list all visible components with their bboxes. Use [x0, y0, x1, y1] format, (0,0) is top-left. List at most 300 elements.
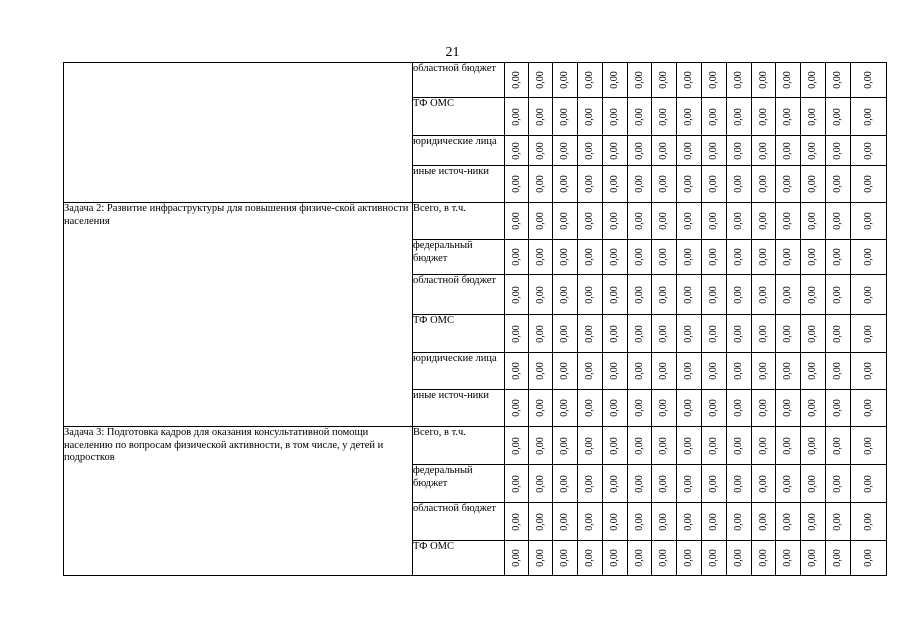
- value-text: 0,00: [782, 285, 793, 304]
- value-cell: [553, 541, 578, 576]
- value-text: 0,00: [832, 362, 843, 380]
- value-cell: [529, 465, 553, 503]
- value-text: 0,00: [757, 549, 769, 567]
- value-text: 0,00: [534, 71, 546, 89]
- value-text: 0,00: [832, 285, 843, 304]
- value-text: 0,00: [633, 362, 645, 380]
- value-cell: [652, 203, 677, 240]
- value-cell: [801, 136, 826, 166]
- value-cell: [677, 136, 702, 166]
- value-text: 0,00: [683, 107, 694, 126]
- value-text: 0,00: [782, 141, 793, 160]
- value-text: 0,00: [658, 141, 669, 160]
- value-text: 0,00: [683, 324, 694, 343]
- value-text: 0,00: [757, 512, 769, 531]
- value-text: 0,00: [658, 474, 669, 493]
- value-text: 0,00: [807, 141, 818, 160]
- value-cell: [752, 166, 776, 203]
- value-cell: [652, 353, 677, 390]
- value-cell: [603, 353, 628, 390]
- value-text: 0,00: [782, 212, 793, 230]
- value-cell: [652, 315, 677, 353]
- value-text: 0,00: [609, 549, 620, 567]
- value-text: 0,00: [782, 474, 793, 493]
- value-cell: [702, 390, 727, 427]
- value-cell: [826, 390, 851, 427]
- value-cell: [529, 240, 553, 275]
- value-cell: [505, 63, 529, 98]
- value-text: 0,00: [609, 512, 620, 531]
- value-text: 0,00: [733, 71, 744, 89]
- value-cell: [727, 203, 752, 240]
- value-cell: [529, 427, 553, 465]
- value-cell: [851, 203, 887, 240]
- value-cell: [826, 427, 851, 465]
- value-cell: [776, 503, 801, 541]
- value-cell: [603, 315, 628, 353]
- value-cell: [628, 136, 652, 166]
- value-text: 0,00: [782, 107, 793, 126]
- value-text: 0,00: [584, 248, 595, 266]
- value-cell: [553, 390, 578, 427]
- funding-source-cell: Всего, в т.ч.: [413, 203, 505, 240]
- value-cell: [801, 63, 826, 98]
- value-cell: [776, 63, 801, 98]
- value-text: 0,00: [683, 512, 694, 531]
- value-text: 0,00: [832, 549, 843, 567]
- task-cell: [64, 63, 413, 203]
- value-text: 0,00: [708, 175, 719, 193]
- value-text: 0,00: [862, 71, 874, 89]
- value-text: 0,00: [733, 362, 744, 380]
- value-cell: [801, 390, 826, 427]
- value-text: 0,00: [708, 107, 719, 126]
- value-cell: [801, 240, 826, 275]
- value-cell: [826, 503, 851, 541]
- value-text: 0,00: [658, 175, 669, 193]
- value-cell: [702, 240, 727, 275]
- value-text: 0,00: [559, 107, 570, 126]
- value-text: 0,00: [658, 399, 669, 417]
- value-text: 0,00: [534, 324, 546, 343]
- page-number: 21: [445, 45, 460, 60]
- value-cell: [727, 275, 752, 315]
- value-cell: [652, 427, 677, 465]
- value-cell: [752, 541, 776, 576]
- value-cell: [702, 541, 727, 576]
- value-cell: [851, 503, 887, 541]
- value-cell: [727, 541, 752, 576]
- value-cell: [603, 427, 628, 465]
- value-cell: [702, 503, 727, 541]
- value-text: 0,00: [733, 212, 744, 230]
- value-cell: [553, 503, 578, 541]
- value-cell: [752, 427, 776, 465]
- value-text: 0,00: [757, 107, 769, 126]
- value-text: 0,00: [633, 399, 645, 417]
- funding-source-cell: иные источ-ники: [413, 390, 505, 427]
- value-text: 0,00: [862, 399, 874, 417]
- value-text: 0,00: [807, 175, 818, 193]
- value-cell: [578, 166, 603, 203]
- value-text: 0,00: [733, 512, 744, 531]
- value-cell: [652, 63, 677, 98]
- value-text: 0,00: [832, 248, 843, 266]
- value-text: 0,00: [683, 474, 694, 493]
- value-text: 0,00: [510, 512, 522, 531]
- value-cell: [702, 275, 727, 315]
- value-cell: [702, 427, 727, 465]
- value-text: 0,00: [658, 324, 669, 343]
- value-cell: [578, 63, 603, 98]
- value-cell: [652, 465, 677, 503]
- value-cell: [677, 427, 702, 465]
- value-text: 0,00: [510, 399, 522, 417]
- value-cell: [702, 353, 727, 390]
- value-cell: [578, 136, 603, 166]
- value-text: 0,00: [733, 285, 744, 304]
- value-text: 0,00: [807, 71, 818, 89]
- value-cell: [603, 390, 628, 427]
- value-text: 0,00: [559, 175, 570, 193]
- value-text: 0,00: [534, 175, 546, 193]
- value-cell: [505, 203, 529, 240]
- value-text: 0,00: [584, 324, 595, 343]
- value-text: 0,00: [733, 141, 744, 160]
- value-text: 0,00: [559, 362, 570, 380]
- value-text: 0,00: [807, 285, 818, 304]
- value-cell: [826, 465, 851, 503]
- value-cell: [603, 136, 628, 166]
- value-text: 0,00: [658, 71, 669, 89]
- value-cell: [702, 203, 727, 240]
- value-text: 0,00: [683, 248, 694, 266]
- value-text: 0,00: [510, 285, 522, 304]
- value-text: 0,00: [708, 324, 719, 343]
- task-cell: Задача 2: Развитие инфраструктуры для повышения физиче-ской активности населения: [64, 203, 413, 427]
- value-text: 0,00: [658, 248, 669, 266]
- value-text: 0,00: [782, 362, 793, 380]
- table-row: [64, 203, 887, 240]
- value-text: 0,00: [757, 324, 769, 343]
- value-text: 0,00: [534, 107, 546, 126]
- value-cell: [776, 390, 801, 427]
- value-cell: [801, 166, 826, 203]
- value-cell: [727, 353, 752, 390]
- value-text: 0,00: [510, 362, 522, 380]
- value-text: 0,00: [658, 512, 669, 531]
- value-cell: [652, 98, 677, 136]
- value-cell: [801, 203, 826, 240]
- value-cell: [628, 541, 652, 576]
- value-cell: [652, 166, 677, 203]
- value-text: 0,00: [862, 474, 874, 493]
- value-text: 0,00: [757, 175, 769, 193]
- value-text: 0,00: [862, 512, 874, 531]
- value-text: 0,00: [658, 107, 669, 126]
- value-text: 0,00: [633, 71, 645, 89]
- value-text: 0,00: [862, 141, 874, 160]
- value-cell: [677, 98, 702, 136]
- value-cell: [776, 240, 801, 275]
- value-cell: [826, 98, 851, 136]
- value-cell: [529, 315, 553, 353]
- value-cell: [752, 240, 776, 275]
- value-text: 0,00: [584, 474, 595, 493]
- value-cell: [826, 63, 851, 98]
- value-text: 0,00: [510, 248, 522, 266]
- value-cell: [628, 63, 652, 98]
- value-text: 0,00: [584, 436, 595, 455]
- value-cell: [578, 541, 603, 576]
- value-cell: [628, 240, 652, 275]
- value-text: 0,00: [807, 512, 818, 531]
- value-cell: [727, 98, 752, 136]
- value-text: 0,00: [658, 212, 669, 230]
- value-cell: [752, 353, 776, 390]
- value-text: 0,00: [862, 175, 874, 193]
- value-cell: [727, 503, 752, 541]
- value-cell: [578, 465, 603, 503]
- value-text: 0,00: [733, 175, 744, 193]
- funding-source-cell: федеральный бюджет: [413, 240, 505, 275]
- funding-source-cell: Всего, в т.ч.: [413, 427, 505, 465]
- value-text: 0,00: [534, 362, 546, 380]
- value-cell: [628, 465, 652, 503]
- value-cell: [578, 315, 603, 353]
- value-text: 0,00: [683, 436, 694, 455]
- value-cell: [776, 427, 801, 465]
- value-cell: [603, 275, 628, 315]
- value-text: 0,00: [832, 141, 843, 160]
- value-cell: [652, 275, 677, 315]
- value-text: 0,00: [807, 362, 818, 380]
- value-cell: [578, 203, 603, 240]
- value-cell: [677, 541, 702, 576]
- value-cell: [677, 315, 702, 353]
- value-text: 0,00: [708, 248, 719, 266]
- value-cell: [529, 203, 553, 240]
- value-text: 0,00: [832, 324, 843, 343]
- value-cell: [801, 275, 826, 315]
- value-cell: [529, 166, 553, 203]
- value-cell: [752, 136, 776, 166]
- value-text: 0,00: [609, 362, 620, 380]
- value-text: 0,00: [832, 212, 843, 230]
- value-cell: [851, 465, 887, 503]
- value-text: 0,00: [534, 248, 546, 266]
- value-text: 0,00: [807, 324, 818, 343]
- value-text: 0,00: [708, 512, 719, 531]
- value-text: 0,00: [683, 285, 694, 304]
- value-text: 0,00: [832, 512, 843, 531]
- value-cell: [851, 315, 887, 353]
- value-cell: [553, 353, 578, 390]
- value-cell: [776, 465, 801, 503]
- value-text: 0,00: [807, 474, 818, 493]
- value-cell: [826, 203, 851, 240]
- value-cell: [851, 98, 887, 136]
- value-cell: [826, 240, 851, 275]
- value-text: 0,00: [609, 141, 620, 160]
- value-text: 0,00: [633, 324, 645, 343]
- value-text: 0,00: [757, 212, 769, 230]
- value-text: 0,00: [584, 141, 595, 160]
- value-cell: [553, 98, 578, 136]
- value-text: 0,00: [862, 212, 874, 230]
- value-text: 0,00: [534, 212, 546, 230]
- value-text: 0,00: [559, 474, 570, 493]
- value-cell: [628, 203, 652, 240]
- value-cell: [603, 465, 628, 503]
- value-text: 0,00: [757, 141, 769, 160]
- table-row: [64, 63, 887, 98]
- value-cell: [578, 98, 603, 136]
- value-text: 0,00: [757, 248, 769, 266]
- value-cell: [505, 240, 529, 275]
- value-cell: [801, 503, 826, 541]
- value-text: 0,00: [584, 71, 595, 89]
- value-cell: [628, 427, 652, 465]
- value-text: 0,00: [609, 324, 620, 343]
- value-text: 0,00: [757, 285, 769, 304]
- value-text: 0,00: [683, 362, 694, 380]
- value-text: 0,00: [862, 248, 874, 266]
- value-text: 0,00: [534, 436, 546, 455]
- value-text: 0,00: [510, 549, 522, 567]
- value-cell: [677, 166, 702, 203]
- value-cell: [776, 98, 801, 136]
- value-cell: [677, 275, 702, 315]
- value-text: 0,00: [733, 474, 744, 493]
- value-cell: [505, 390, 529, 427]
- value-text: 0,00: [559, 248, 570, 266]
- value-text: 0,00: [609, 248, 620, 266]
- value-cell: [752, 275, 776, 315]
- value-cell: [578, 353, 603, 390]
- value-cell: [727, 166, 752, 203]
- value-text: 0,00: [510, 436, 522, 455]
- value-text: 0,00: [510, 212, 522, 230]
- value-text: 0,00: [609, 474, 620, 493]
- value-text: 0,00: [633, 141, 645, 160]
- value-text: 0,00: [832, 71, 843, 89]
- value-cell: [801, 98, 826, 136]
- value-cell: [801, 465, 826, 503]
- value-cell: [505, 275, 529, 315]
- value-cell: [677, 203, 702, 240]
- value-cell: [628, 98, 652, 136]
- value-cell: [826, 541, 851, 576]
- value-text: 0,00: [534, 141, 546, 160]
- value-cell: [851, 275, 887, 315]
- value-text: 0,00: [510, 71, 522, 89]
- value-text: 0,00: [733, 248, 744, 266]
- value-text: 0,00: [584, 362, 595, 380]
- value-text: 0,00: [782, 175, 793, 193]
- value-cell: [826, 166, 851, 203]
- value-text: 0,00: [658, 285, 669, 304]
- value-cell: [652, 240, 677, 275]
- value-text: 0,00: [633, 248, 645, 266]
- value-cell: [603, 240, 628, 275]
- value-cell: [826, 136, 851, 166]
- value-cell: [505, 98, 529, 136]
- value-cell: [752, 63, 776, 98]
- value-text: 0,00: [832, 474, 843, 493]
- value-text: 0,00: [708, 71, 719, 89]
- value-text: 0,00: [559, 141, 570, 160]
- value-text: 0,00: [633, 285, 645, 304]
- funding-source-cell: юридические лица: [413, 353, 505, 390]
- value-cell: [702, 136, 727, 166]
- value-cell: [628, 503, 652, 541]
- value-cell: [553, 203, 578, 240]
- value-cell: [851, 353, 887, 390]
- value-cell: [776, 203, 801, 240]
- value-cell: [776, 136, 801, 166]
- value-cell: [702, 315, 727, 353]
- value-text: 0,00: [633, 474, 645, 493]
- value-cell: [826, 315, 851, 353]
- value-cell: [776, 315, 801, 353]
- value-cell: [553, 166, 578, 203]
- value-text: 0,00: [633, 107, 645, 126]
- value-cell: [652, 136, 677, 166]
- value-text: 0,00: [510, 107, 522, 126]
- value-cell: [553, 240, 578, 275]
- value-cell: [677, 240, 702, 275]
- value-text: 0,00: [609, 107, 620, 126]
- value-cell: [652, 390, 677, 427]
- value-cell: [603, 203, 628, 240]
- value-cell: [677, 390, 702, 427]
- value-cell: [529, 541, 553, 576]
- value-text: 0,00: [862, 549, 874, 567]
- value-text: 0,00: [609, 399, 620, 417]
- value-cell: [628, 275, 652, 315]
- value-text: 0,00: [862, 107, 874, 126]
- value-cell: [801, 353, 826, 390]
- value-cell: [702, 166, 727, 203]
- value-cell: [505, 465, 529, 503]
- value-cell: [727, 63, 752, 98]
- value-cell: [677, 465, 702, 503]
- value-text: 0,00: [832, 399, 843, 417]
- value-text: 0,00: [510, 324, 522, 343]
- value-cell: [553, 136, 578, 166]
- value-text: 0,00: [862, 362, 874, 380]
- value-cell: [553, 427, 578, 465]
- value-text: 0,00: [733, 399, 744, 417]
- value-text: 0,00: [708, 436, 719, 455]
- value-cell: [752, 390, 776, 427]
- value-cell: [505, 427, 529, 465]
- value-text: 0,00: [832, 175, 843, 193]
- value-cell: [727, 315, 752, 353]
- value-cell: [529, 275, 553, 315]
- funding-source-cell: ТФ ОМС: [413, 315, 505, 353]
- value-text: 0,00: [708, 474, 719, 493]
- value-cell: [505, 353, 529, 390]
- value-text: 0,00: [807, 399, 818, 417]
- value-cell: [677, 63, 702, 98]
- value-text: 0,00: [757, 474, 769, 493]
- value-text: 0,00: [832, 436, 843, 455]
- value-cell: [702, 98, 727, 136]
- value-text: 0,00: [510, 175, 522, 193]
- value-text: 0,00: [584, 212, 595, 230]
